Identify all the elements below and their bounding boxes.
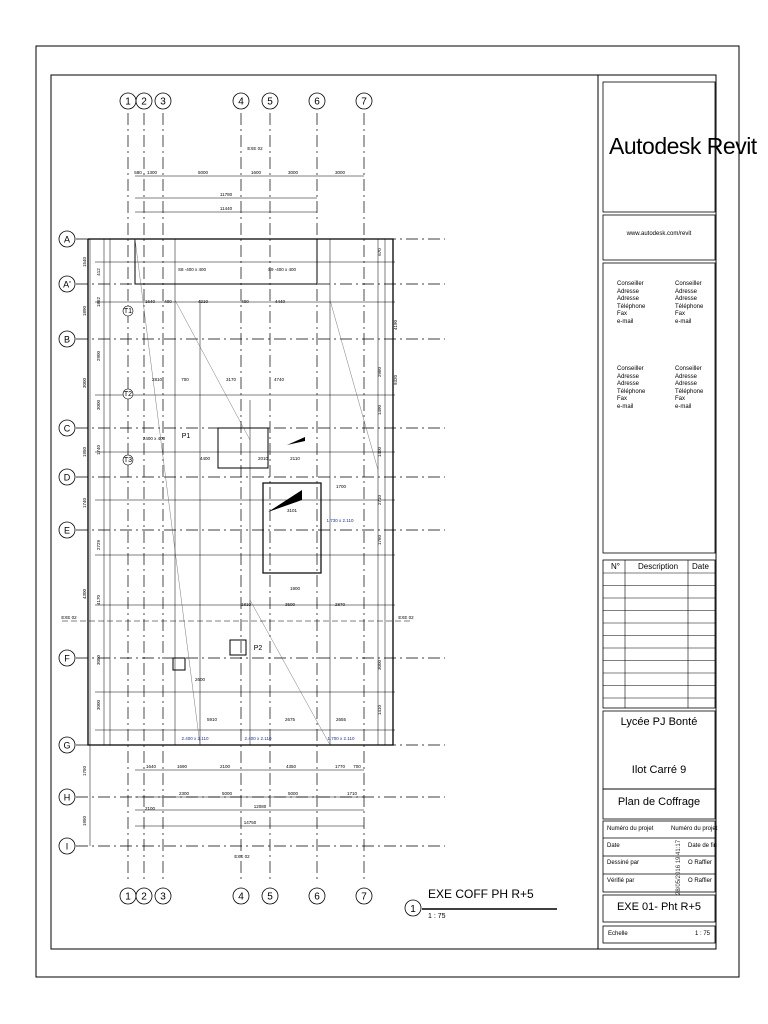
drawing-title: Plan de Coffrage — [617, 796, 701, 808]
wall-block — [135, 239, 317, 284]
plan-label: 2.400 x 2.110 — [244, 736, 272, 741]
grid-label: 2 — [141, 891, 147, 903]
plan-label: 2870 — [334, 602, 346, 607]
dimension-label: 1760 — [377, 534, 382, 546]
dimension-label: 1410 — [377, 704, 382, 716]
titleblock-frames — [603, 82, 718, 943]
dimension-label: 4300 — [82, 588, 87, 600]
dimension-label: 5000 — [287, 791, 299, 796]
dimension-label: 4190 — [393, 319, 398, 331]
plan-label: 2400 x 400 — [142, 436, 166, 441]
dimension-label: 14750 — [243, 820, 257, 825]
diagonal-line — [330, 300, 378, 470]
contact-block-3 — [617, 366, 645, 411]
view-scale: 1 : 75 — [428, 913, 446, 920]
plan-label: 3170 — [225, 377, 237, 382]
plan-label: S8 -400 x 400 — [177, 267, 207, 272]
contact-line: Téléphone — [617, 388, 646, 395]
dimension-label: 11440 — [219, 206, 233, 211]
project-name: Lycée PJ Bonté — [620, 716, 698, 728]
section-marker-label: EXE 02 — [398, 615, 414, 620]
plan-label: 1.700 x 2.110 — [327, 736, 355, 741]
revision-col-number: N° — [611, 562, 620, 571]
dimension-label: 3000 — [96, 654, 101, 666]
contact-line: Adresse — [617, 288, 640, 295]
dimension-label: 2980 — [377, 366, 382, 378]
dimension-label: 1950 — [82, 446, 87, 458]
dimension-label: 2710 — [377, 494, 382, 506]
section-marker-label: EXE 02 — [234, 854, 250, 859]
field-label-date: Date — [607, 843, 620, 849]
plan-label: 2110 — [290, 456, 300, 461]
contact-line: e-mail — [675, 318, 692, 325]
dimension-label: 1600 — [250, 170, 262, 175]
contact-block-2 — [675, 281, 703, 326]
dimension-label: 1300 — [146, 170, 158, 175]
sheet-number: EXE 01- Pht R+5 — [616, 901, 702, 913]
plan-label: 3101 — [286, 508, 298, 513]
contact-line: Conseiller — [675, 366, 702, 372]
plan-label: 1810 — [240, 602, 252, 607]
dimension-label: 1540 — [82, 256, 87, 268]
grid-label: C — [63, 423, 71, 434]
dimension-label: 3000 — [287, 170, 299, 175]
plan-label: 2010 — [257, 456, 269, 461]
stair-fill — [287, 437, 305, 445]
inner-border — [51, 75, 716, 949]
plan-label: 2655 — [335, 717, 347, 722]
contact-line: Adresse — [675, 381, 698, 387]
contact-line: Adresse — [617, 381, 640, 387]
grid-label: I — [65, 841, 69, 852]
view-number: 1 — [410, 904, 416, 915]
dimension-label: 1690 — [176, 764, 188, 769]
diagonal-line — [250, 600, 330, 745]
plan-label: T2 — [123, 391, 133, 398]
project-subtitle: Ilot Carré 9 — [631, 764, 687, 776]
grid-label: 1 — [125, 96, 131, 108]
dimension-label: 3000 — [96, 699, 101, 711]
grid-label: B — [63, 334, 71, 345]
diagonal-line — [135, 239, 200, 745]
grid-label: 6 — [314, 96, 320, 108]
dimension-label: 2900 — [96, 350, 101, 362]
outer-border — [36, 46, 739, 977]
contact-line: Adresse — [617, 373, 640, 380]
contact-block-1 — [617, 281, 645, 326]
dimension-label: 1890 — [82, 305, 87, 317]
website-label: www.autodesk.com/revit — [626, 231, 692, 237]
contact-block-4 — [675, 366, 703, 411]
field-value-drawn-by: O Raffier — [688, 860, 712, 866]
scale-value: 1 : 75 — [695, 931, 711, 937]
plan-label: 700 — [181, 377, 189, 382]
contact-line: Conseiller — [617, 366, 644, 372]
plan-label: 4400 — [199, 456, 211, 461]
dimension-label: 3000 — [377, 659, 382, 671]
grid-label: G — [63, 740, 71, 751]
dimension-label: 2729 — [96, 539, 101, 551]
contact-line: Fax — [675, 396, 686, 402]
plan-label: 400 — [164, 299, 172, 304]
contact-line: Fax — [675, 311, 686, 317]
autodesk-revit-logo: Autodesk Revit — [609, 133, 757, 159]
field-value-date: Date de fin — [688, 843, 718, 849]
plan-label: P1 — [181, 433, 191, 440]
floor-plan — [59, 93, 557, 916]
grid-label: D — [63, 472, 71, 483]
dimension-label: 5000 — [197, 170, 209, 175]
dimension-label: 580 — [134, 170, 142, 175]
plan-label: 2600 — [194, 677, 206, 682]
plan-label: 1700 — [335, 484, 347, 489]
dimension-label: 412 — [96, 268, 101, 276]
grid-label: 3 — [160, 96, 166, 108]
contact-line: Téléphone — [675, 303, 704, 310]
grid-label: 4 — [238, 96, 244, 108]
print-timestamp: 28/05/2016 19:41:17 — [676, 839, 682, 895]
plan-label: T1 — [123, 308, 133, 315]
grid-label: A — [63, 234, 71, 245]
plan-label: 2.400 x 2.110 — [181, 736, 209, 741]
plan-label: 4440 — [274, 299, 286, 304]
grid-label: 1 — [125, 891, 131, 903]
dimension-label: 1710 — [346, 791, 358, 796]
dimension-label: 3000 — [334, 170, 346, 175]
plan-label: 1900 — [289, 586, 301, 591]
dimension-label: 1862 — [96, 296, 101, 308]
contact-line: Fax — [617, 311, 628, 317]
plan-label: 5910 — [206, 717, 218, 722]
contact-line: Adresse — [675, 296, 698, 302]
revision-table-grid — [603, 560, 715, 708]
revision-col-date: Date — [692, 562, 709, 571]
field-value-checked-by: O Raffier — [688, 878, 712, 884]
dimension-label: 1770 — [334, 764, 346, 769]
contact-line: Adresse — [675, 373, 698, 380]
grid-label: 6 — [314, 891, 320, 903]
dimension-label: 2300 — [178, 791, 190, 796]
dimension-label: 11780 — [219, 192, 233, 197]
grid-label: 3 — [160, 891, 166, 903]
plan-label: 2810 — [151, 377, 163, 382]
grid-label: F — [64, 653, 70, 664]
grid-label: 2 — [141, 96, 147, 108]
dimension-label: 1640 — [145, 764, 157, 769]
view-title: EXE COFF PH R+5 — [428, 887, 534, 901]
grid-label: 4 — [238, 891, 244, 903]
dimension-label: 1490 — [377, 404, 382, 416]
contact-line: Téléphone — [617, 303, 646, 310]
grid-label: H — [63, 792, 71, 803]
field-label-checked-by: Vérifié par — [607, 878, 635, 884]
contact-line: Fax — [617, 396, 628, 402]
grid-label: 5 — [267, 891, 273, 903]
plan-label: 400 — [241, 299, 249, 304]
wall-block — [218, 428, 268, 468]
plan-label: 1.730 x 2.110 — [326, 518, 354, 523]
scale-label: Echelle — [608, 931, 628, 937]
grid-label: A' — [63, 279, 71, 290]
dimension-label: 2100 — [144, 806, 156, 811]
plan-label: 2675 — [284, 717, 296, 722]
dimension-label: 4170 — [96, 594, 101, 606]
revision-col-description: Description — [638, 562, 679, 571]
plan-label: 1640 — [144, 299, 156, 304]
grid-label: 5 — [267, 96, 273, 108]
plan-label: T3 — [123, 457, 133, 464]
plan-label: 4210 — [197, 299, 209, 304]
field-label-drawn-by: Dessiné par — [607, 860, 640, 866]
plan-label: 3500 — [284, 602, 296, 607]
dimension-label: 4350 — [285, 764, 297, 769]
dimension-label: 700 — [353, 764, 361, 769]
grid-label: 7 — [361, 891, 367, 903]
dimension-label: 1400 — [377, 446, 382, 458]
plan-label: S9 -400 x 400 — [267, 267, 297, 272]
dimension-label: 1750 — [82, 765, 87, 777]
contact-line: e-mail — [617, 403, 634, 410]
dimension-label: 3000 — [82, 377, 87, 389]
slab-outline — [88, 239, 393, 745]
dimension-label: 1740 — [82, 497, 87, 509]
field-label-project-number: Numéro du projet — [607, 826, 654, 832]
dimension-label: 670 — [377, 248, 382, 256]
dimension-label: 1950 — [82, 815, 87, 827]
dimension-label: 2100 — [219, 764, 231, 769]
dimension-label: 5000 — [221, 791, 233, 796]
contact-line: e-mail — [617, 318, 634, 325]
dimension-label: 9320 — [393, 374, 398, 386]
grid-label: E — [63, 525, 71, 536]
plan-label: P2 — [253, 645, 263, 652]
column — [230, 640, 246, 655]
contact-line: Conseiller — [617, 281, 644, 287]
field-value-project-number: Numéro du projet — [671, 826, 718, 832]
dimension-label: 1740 — [96, 444, 101, 456]
plan-label: 4740 — [273, 377, 285, 382]
contact-line: e-mail — [675, 403, 692, 410]
section-marker-label: EXE 02 — [247, 146, 263, 151]
contact-line: Conseiller — [675, 281, 702, 287]
grid-label: 7 — [361, 96, 367, 108]
contact-line: Adresse — [675, 288, 698, 295]
contact-line: Adresse — [617, 296, 640, 302]
dimension-label: 3000 — [96, 399, 101, 411]
contact-line: Téléphone — [675, 388, 704, 395]
diagonal-line — [175, 300, 250, 440]
section-marker-label: EXE 02 — [61, 615, 77, 620]
dimension-label: 12080 — [253, 804, 267, 809]
